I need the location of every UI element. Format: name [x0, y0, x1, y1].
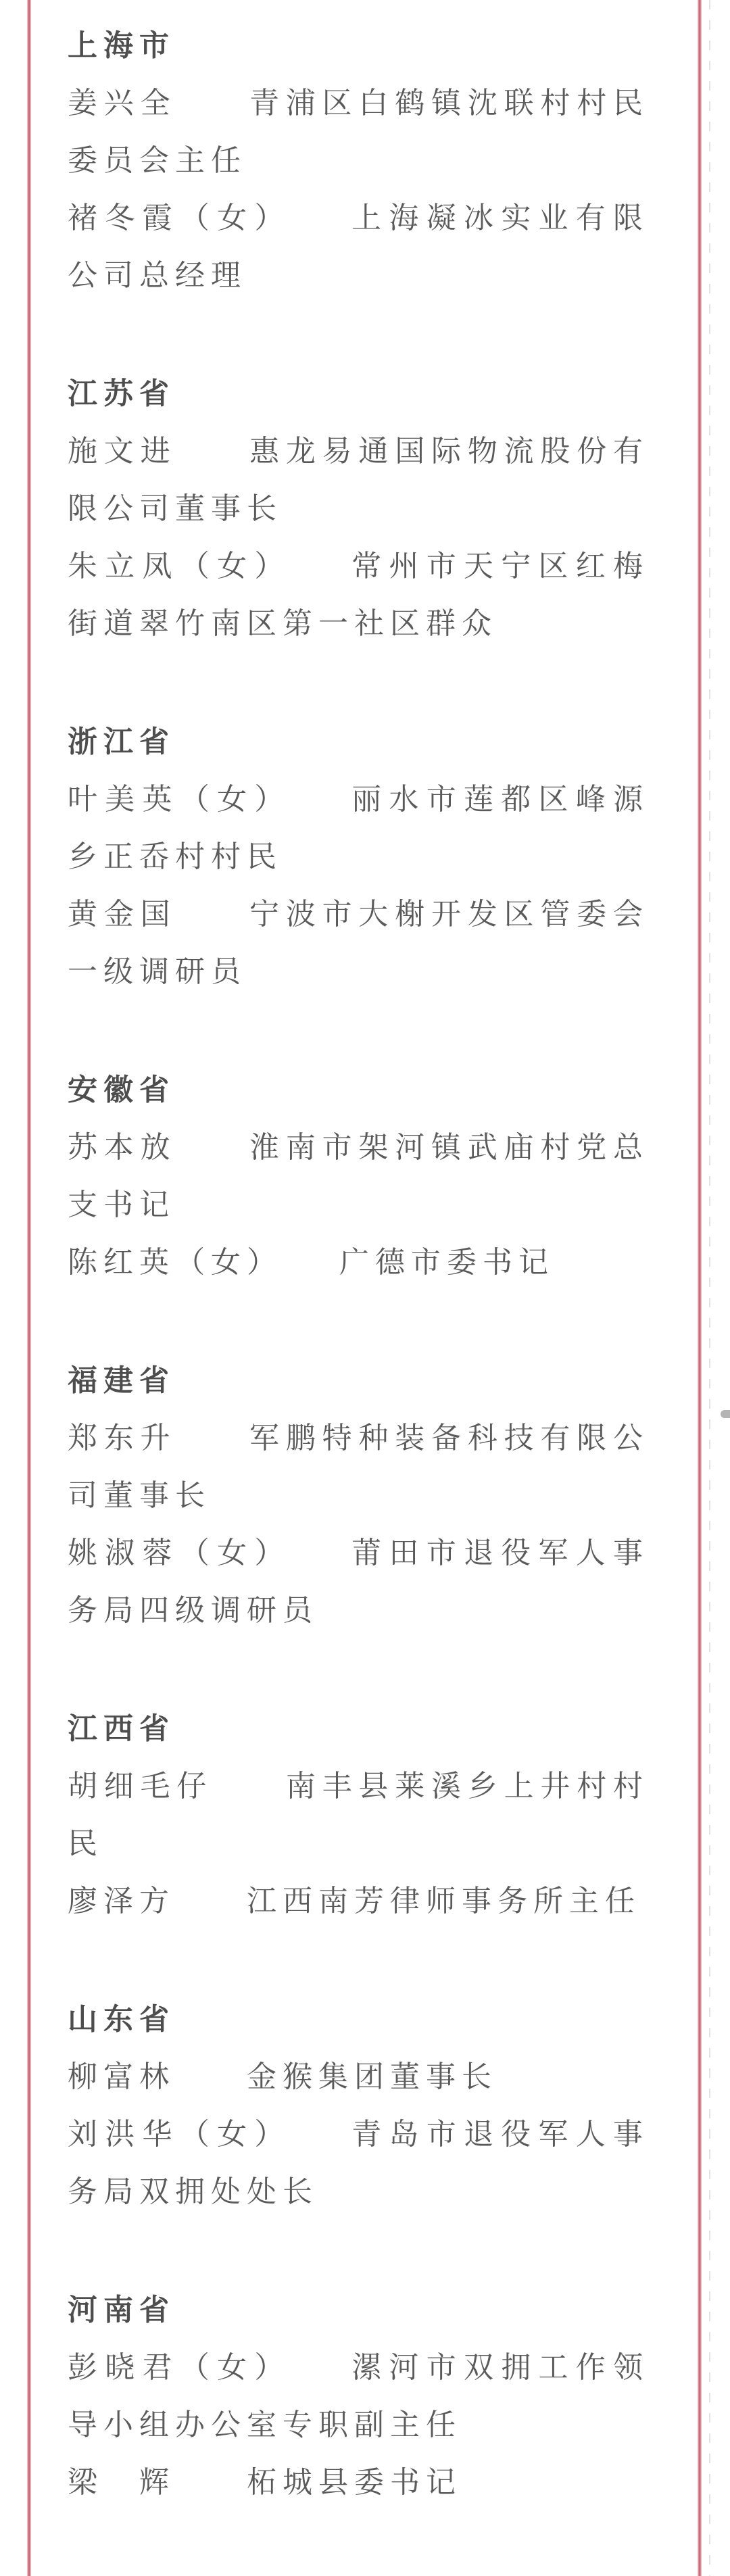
province-section [68, 1061, 649, 1291]
honoree-name: 柳富林 [68, 2060, 175, 2093]
honoree-name: 姜兴全 [68, 87, 177, 120]
province-heading: 河南省 [68, 2293, 175, 2327]
honoree-title: 丽水市莲都区峰源乡正岙村村民 [68, 783, 650, 873]
honoree-name: 彭晓君（女） [68, 2351, 277, 2384]
province-heading: 山东省 [68, 2003, 175, 2036]
name-title-gap [176, 1421, 249, 1455]
province-section [68, 1700, 649, 1930]
name-title-gap [277, 1536, 352, 1570]
name-title-gap [268, 1246, 339, 1279]
right-frame-line [698, 0, 702, 2576]
province-section [68, 365, 649, 652]
honoree-title: 淮南市架河镇武庙村党总支书记 [68, 1131, 650, 1221]
honoree-entry [68, 771, 649, 885]
honoree-entry [68, 2106, 649, 2220]
honoree-title: 惠龙易通国际物流股份有限公司董事长 [68, 435, 650, 525]
honoree-entry [68, 2454, 649, 2511]
honoree-title: 广德市委书记 [339, 1246, 554, 1279]
name-title-gap [176, 898, 249, 931]
honoree-title: 青岛市退役军人事务局双拥处处长 [68, 2118, 650, 2208]
honoree-name: 褚冬霞（女） [68, 201, 277, 235]
honoree-name: 朱立凤（女） [68, 550, 277, 583]
honoree-title: 上海凝冰实业有限公司总经理 [68, 201, 650, 292]
honoree-entry [68, 1757, 649, 1872]
province-heading: 江西省 [68, 1712, 175, 1745]
honoree-name: 郑东升 [68, 1421, 177, 1455]
province-heading: 福建省 [68, 1364, 175, 1397]
honoree-title: 金猴集团董事长 [247, 2060, 497, 2093]
name-title-gap [176, 87, 249, 120]
province-section [68, 17, 649, 304]
province-section [68, 1352, 649, 1639]
side-scroll-handle[interactable] [721, 1410, 730, 1418]
honoree-entry [68, 885, 649, 1000]
province-heading: 上海市 [68, 29, 175, 62]
honoree-entry [68, 189, 649, 304]
name-title-gap [176, 1131, 249, 1164]
honoree-title: 江西南芳律师事务所主任 [247, 1885, 641, 1918]
honoree-name: 梁 辉 [68, 2466, 175, 2499]
honoree-name: 苏本放 [68, 1131, 177, 1164]
honoree-title: 南丰县莱溪乡上井村村民 [68, 1770, 650, 1860]
province-heading: 浙江省 [68, 725, 175, 758]
name-title-gap [277, 201, 352, 235]
honoree-entry [68, 1234, 649, 1291]
name-title-gap [213, 1770, 286, 1803]
page-edge-dashed-line [709, 0, 710, 2576]
name-title-gap [277, 2118, 352, 2151]
province-heading: 安徽省 [68, 1073, 175, 1107]
honoree-name: 施文进 [68, 435, 177, 468]
honoree-title: 常州市天宁区红梅街道翠竹南区第一社区群众 [68, 550, 650, 640]
honoree-entry [68, 1119, 649, 1234]
honoree-name: 叶美英（女） [68, 783, 277, 816]
honoree-name: 黄金国 [68, 898, 177, 931]
name-title-gap [277, 783, 352, 816]
honoree-title: 柘城县委书记 [247, 2466, 462, 2499]
name-title-gap [175, 2466, 247, 2499]
name-title-gap [277, 550, 352, 583]
province-section [68, 2281, 649, 2511]
honoree-entry [68, 74, 649, 189]
honoree-title: 军鹏特种装备科技有限公司董事长 [68, 1421, 650, 1512]
left-frame-line [27, 0, 31, 2576]
honoree-name: 陈红英（女） [68, 1246, 268, 1279]
honoree-entry [68, 2048, 649, 2106]
honoree-entry [68, 1524, 649, 1639]
name-title-gap [175, 1885, 247, 1918]
province-section [68, 1991, 649, 2220]
honoree-name: 姚淑蓉（女） [68, 1536, 277, 1570]
honoree-entry [68, 422, 649, 537]
honoree-entry [68, 1409, 649, 1524]
honoree-entry [68, 2339, 649, 2454]
name-title-gap [176, 435, 249, 468]
honoree-entry [68, 1872, 649, 1930]
honoree-title: 漯河市双拥工作领导小组办公室专职副主任 [68, 2351, 650, 2441]
name-title-gap [277, 2351, 352, 2384]
honoree-name: 廖泽方 [68, 1885, 175, 1918]
honor-roll-list [68, 17, 649, 2511]
honoree-name: 胡细毛仔 [68, 1770, 214, 1803]
province-heading: 江苏省 [68, 377, 175, 410]
honoree-title: 莆田市退役军人事务局四级调研员 [68, 1536, 650, 1627]
honoree-title: 宁波市大榭开发区管委会一级调研员 [68, 898, 650, 988]
province-section [68, 713, 649, 1000]
honoree-name: 刘洪华（女） [68, 2118, 277, 2151]
honoree-title: 青浦区白鹤镇沈联村村民委员会主任 [68, 87, 650, 177]
name-title-gap [175, 2060, 247, 2093]
honoree-entry [68, 537, 649, 652]
